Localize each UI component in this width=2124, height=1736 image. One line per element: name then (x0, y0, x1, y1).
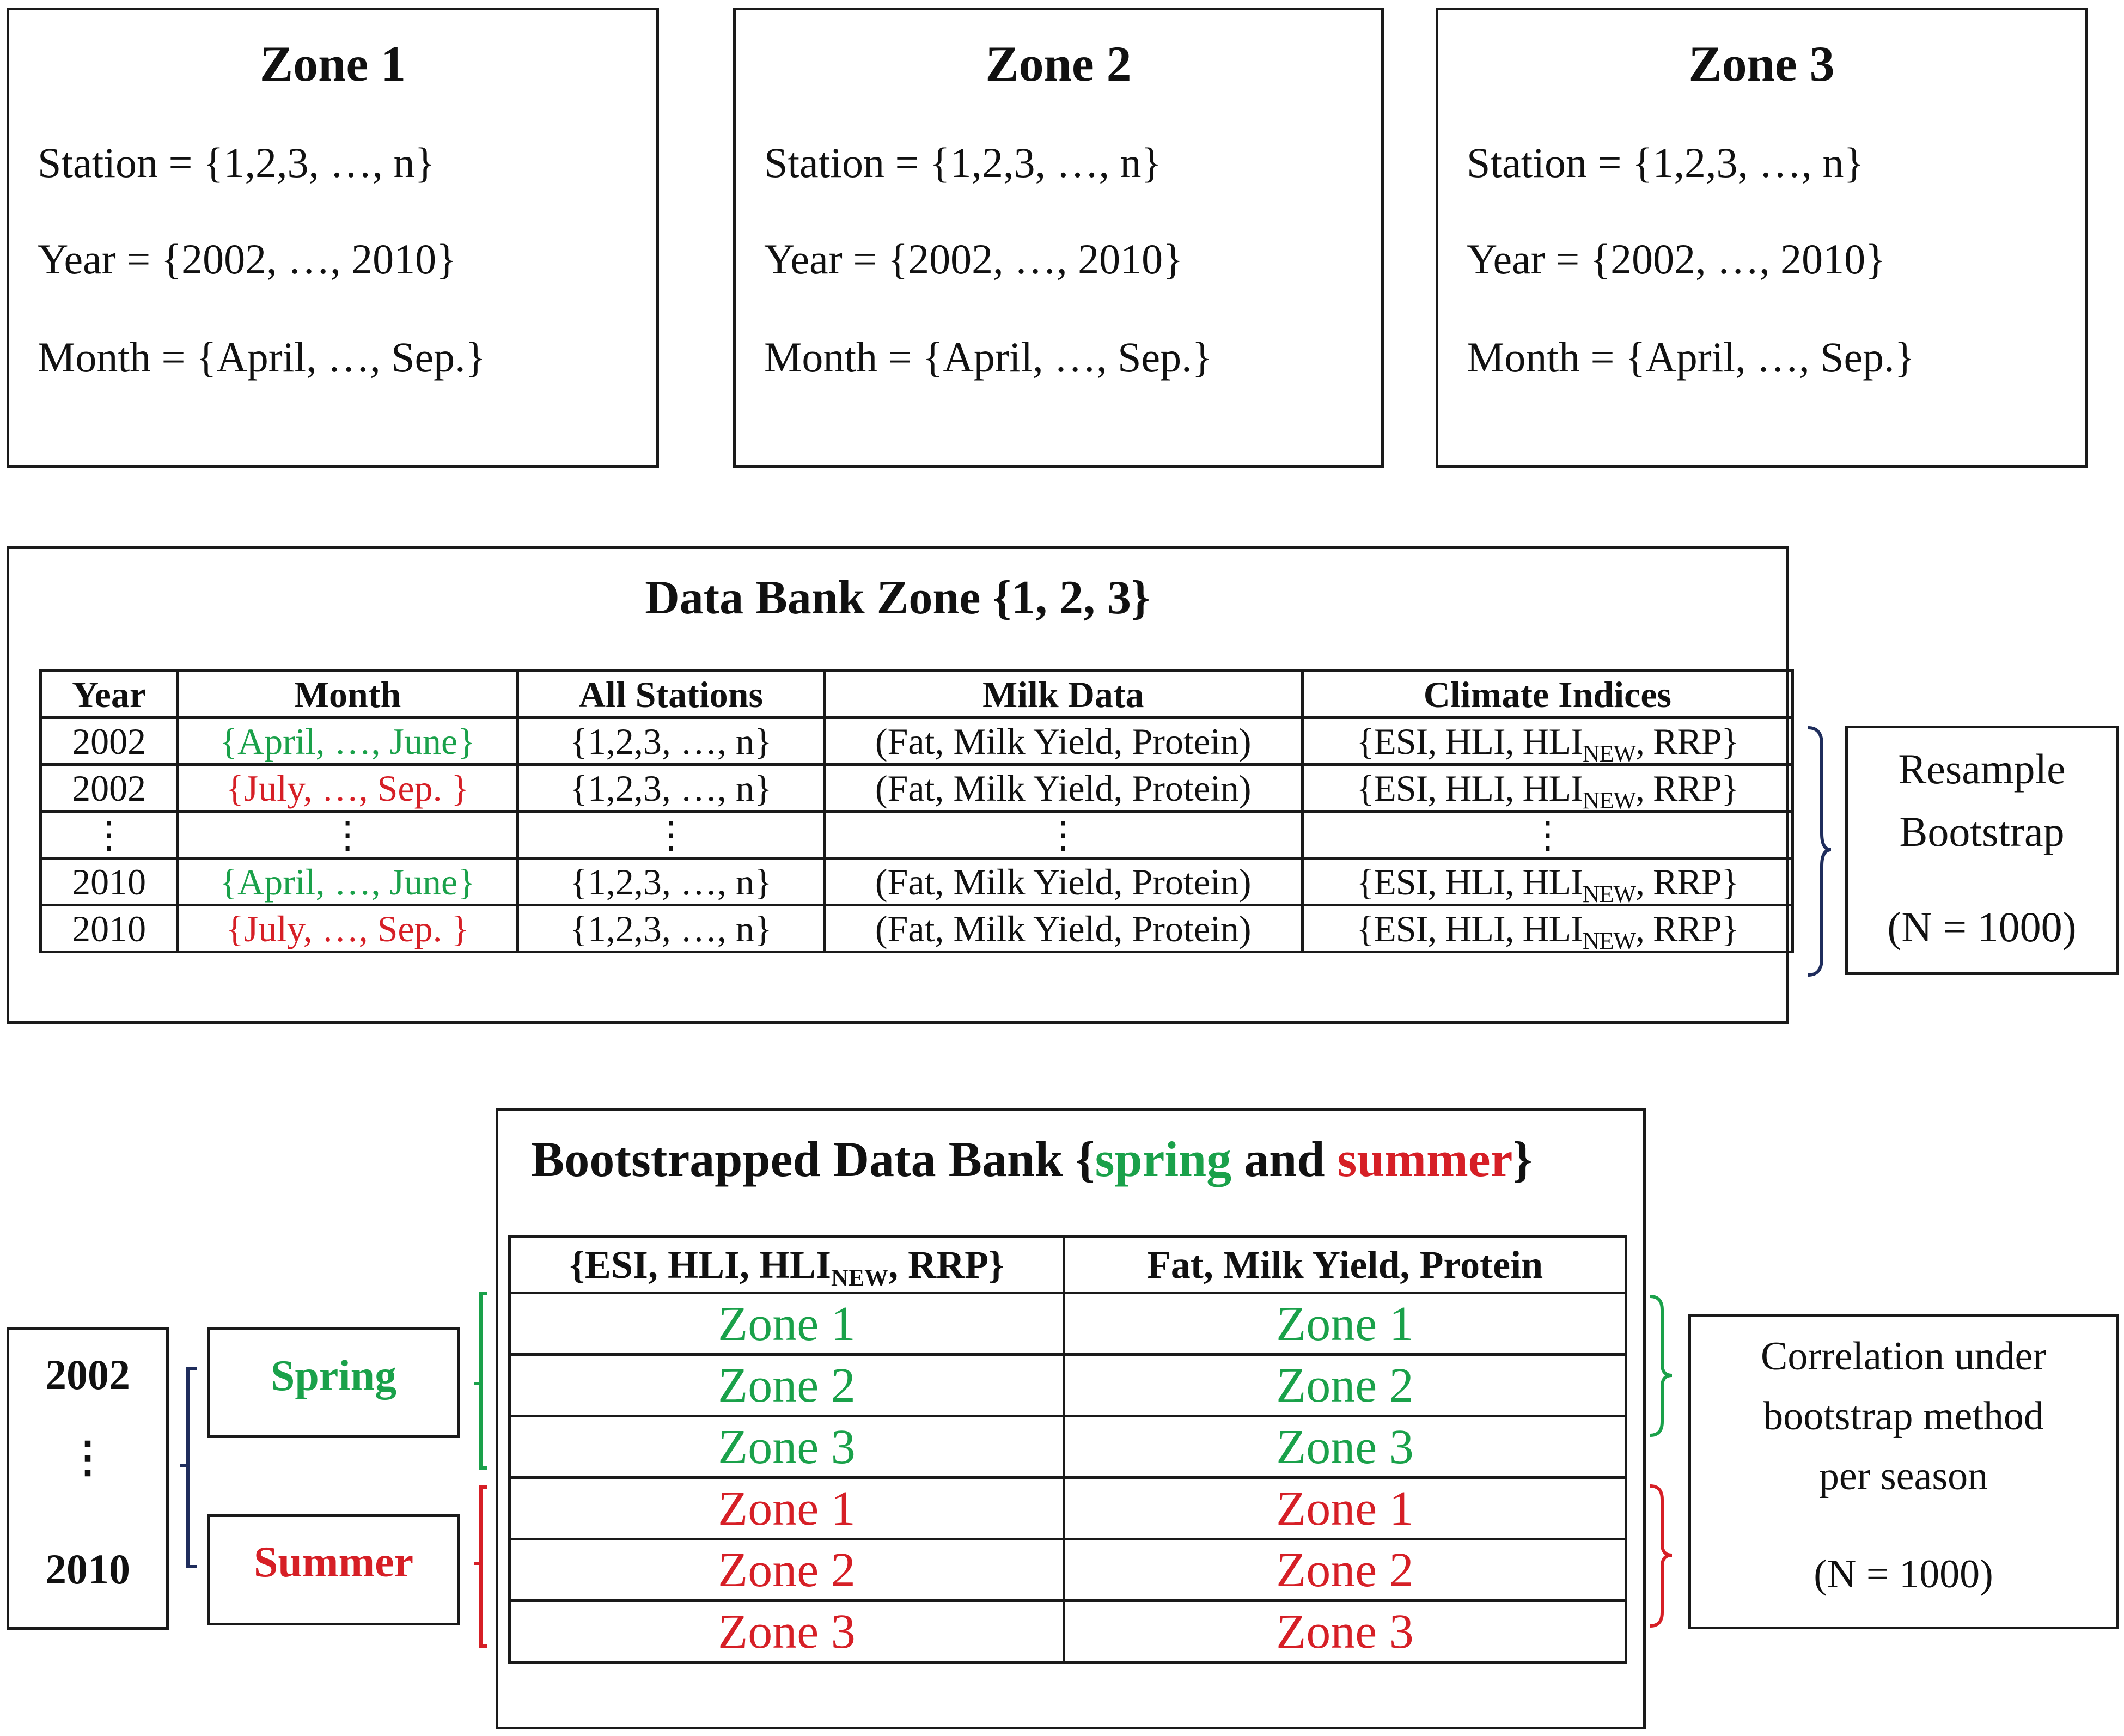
cell-year: 2002 (41, 765, 178, 812)
zone-year-set: Year = {2002, …, 2010} (1467, 235, 1886, 283)
cell-milk-zone: Zone 1 (1064, 1478, 1626, 1539)
column-header-month: Month (178, 671, 518, 718)
spring-box: Spring (207, 1327, 460, 1438)
correlation-n-label: (N = 1000) (1814, 1552, 1993, 1597)
cell-milk-data: (Fat, Milk Yield, Protein) (824, 858, 1302, 905)
cell-climate-indices: {ESI, HLI, $HLI_{NEW}$, RRP} (1302, 718, 1792, 765)
year-end: 2010 (45, 1545, 130, 1593)
cell-milk-zone: Zone 3 (1064, 1601, 1626, 1662)
cell-stations: {1,2,3, …, n} (518, 765, 825, 812)
cell-climate-zone: Zone 3 (510, 1601, 1064, 1662)
cell-milk-zone: Zone 2 (1064, 1539, 1626, 1601)
cell-stations: ⋮ (518, 812, 825, 858)
databank-right-brace (1808, 728, 1831, 975)
zone-month-set: Month = {April, …, Sep.} (764, 333, 1213, 381)
cell-month: {April, …, June} (178, 718, 518, 765)
cell-climate-zone: Zone 2 (510, 1539, 1064, 1601)
year-start: 2002 (45, 1351, 130, 1398)
summer-left-brace (474, 1487, 487, 1646)
spring-left-brace (474, 1294, 487, 1468)
cell-climate-zone: Zone 2 (510, 1355, 1064, 1416)
cell-climate-indices: ⋮ (1302, 812, 1792, 858)
cell-climate-zone: Zone 3 (510, 1416, 1064, 1478)
zone-month-set: Month = {April, …, Sep.} (38, 333, 486, 381)
cell-stations: {1,2,3, …, n} (518, 858, 825, 905)
column-header-climate: Climate Indices (1302, 671, 1792, 718)
cell-month: {April, …, June} (178, 858, 518, 905)
spring-right-brace (1650, 1296, 1672, 1435)
zone-station-set: Station = {1,2,3, …, n} (1467, 139, 1864, 186)
resample-n-label: (N = 1000) (1887, 903, 2077, 951)
cell-milk-data: (Fat, Milk Yield, Protein) (824, 765, 1302, 812)
column-header-climate-indices: {ESI, HLI, $HLI_{NEW}$, RRP} (510, 1237, 1064, 1293)
resample-label: Resample (1898, 745, 2066, 793)
cell-year: 2010 (41, 905, 178, 952)
cell-month: {July, …, Sep. } (178, 765, 518, 812)
cell-month: {July, …, Sep. } (178, 905, 518, 952)
summer-right-brace (1650, 1486, 1672, 1626)
zone-title: Zone 2 (985, 36, 1132, 92)
zone-station-set: Station = {1,2,3, …, n} (764, 139, 1162, 186)
correlation-line-2: bootstrap method (1763, 1394, 2044, 1439)
zone-title: Zone 1 (259, 36, 406, 92)
zone-station-set: Station = {1,2,3, …, n} (38, 139, 435, 186)
year-ellipsis: ⋮ (66, 1434, 109, 1481)
correlation-line-1: Correlation under (1761, 1334, 2046, 1379)
cell-climate-indices: {ESI, HLI, $HLI_{NEW}$, RRP} (1302, 765, 1792, 812)
years-season-brace (180, 1368, 197, 1567)
cell-milk-data: (Fat, Milk Yield, Protein) (824, 905, 1302, 952)
zone-year-set: Year = {2002, …, 2010} (764, 235, 1183, 283)
cell-milk-zone: Zone 3 (1064, 1416, 1626, 1478)
data-bank-title: Data Bank Zone {1, 2, 3} (645, 571, 1150, 624)
cell-climate-zone: Zone 1 (510, 1478, 1064, 1539)
cell-milk-zone: Zone 2 (1064, 1355, 1626, 1416)
column-header-stations: All Stations (518, 671, 825, 718)
cell-milk-data: ⋮ (824, 812, 1302, 858)
column-header-milk-variables: Fat, Milk Yield, Protein (1064, 1237, 1626, 1293)
column-header-year: Year (41, 671, 178, 718)
summer-box: Summer (207, 1514, 460, 1625)
cell-climate-zone: Zone 1 (510, 1293, 1064, 1355)
zone-title: Zone 3 (1688, 36, 1835, 92)
cell-year: 2010 (41, 858, 178, 905)
cell-milk-zone: Zone 1 (1064, 1293, 1626, 1355)
cell-milk-data: (Fat, Milk Yield, Protein) (824, 718, 1302, 765)
cell-stations: {1,2,3, …, n} (518, 905, 825, 952)
column-header-milk: Milk Data (824, 671, 1302, 718)
correlation-line-3: per season (1818, 1454, 1988, 1499)
cell-climate-indices: {ESI, HLI, $HLI_{NEW}$, RRP} (1302, 905, 1792, 952)
cell-climate-indices: {ESI, HLI, $HLI_{NEW}$, RRP} (1302, 858, 1792, 905)
zone-year-set: Year = {2002, …, 2010} (38, 235, 457, 283)
cell-year: ⋮ (41, 812, 178, 858)
bootstrapped-bank-title: Bootstrapped Data Bank {spring and summer} (531, 1131, 1533, 1187)
cell-month: ⋮ (178, 812, 518, 858)
zone-month-set: Month = {April, …, Sep.} (1467, 333, 1915, 381)
bootstrap-label: Bootstrap (1899, 808, 2065, 855)
cell-year: 2002 (41, 718, 178, 765)
cell-stations: {1,2,3, …, n} (518, 718, 825, 765)
